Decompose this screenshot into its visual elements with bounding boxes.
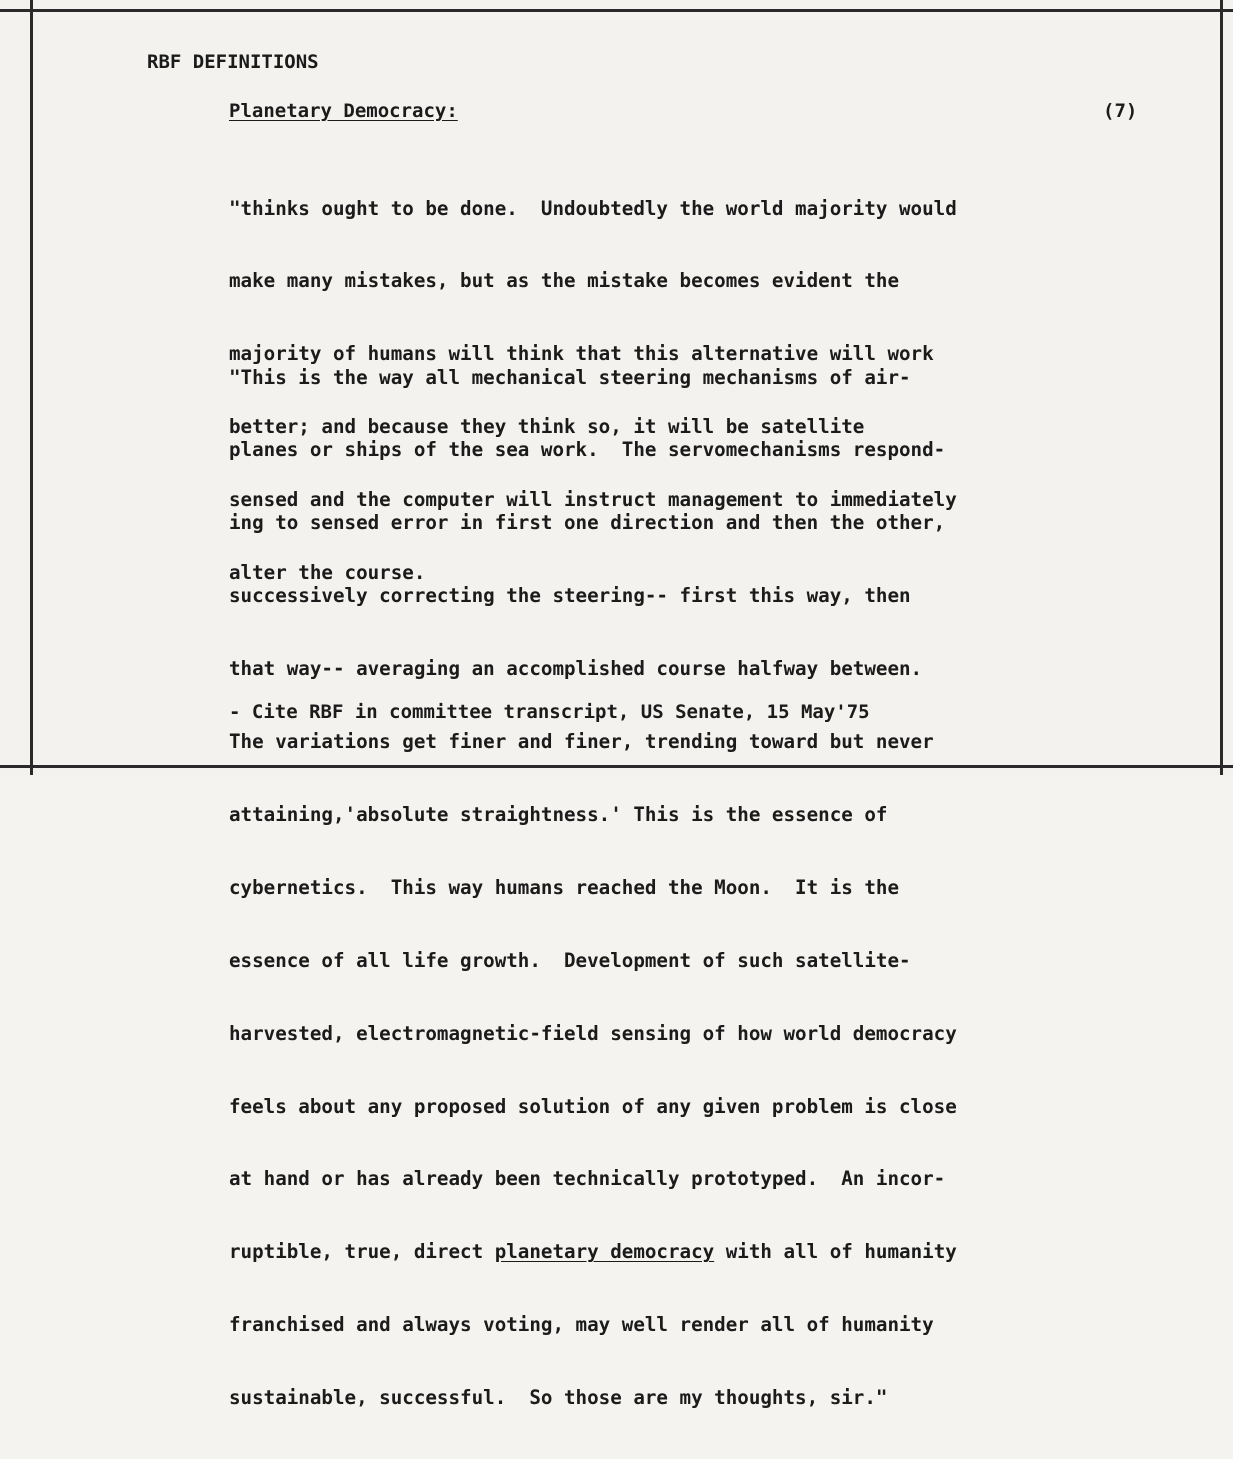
line-text-after: with all of humanity [714,1240,957,1264]
paragraph-line: harvested, electromagnetic-field sensing of how world democracy [229,1021,957,1045]
paragraph-line: at hand or has already been technically prototyped. An incor- [229,1167,946,1191]
paragraph-line: franchised and always voting, may well render all of humanity [229,1313,934,1337]
top-border-rule [0,9,1233,12]
right-border-rule [1220,0,1223,775]
page-number: (7) [1103,100,1138,122]
left-border-rule [30,0,33,775]
paragraph-line: alter the course. [229,561,426,585]
paragraph-line: better; and because they think so, it will be satellite [229,415,865,439]
document-header: RBF DEFINITIONS [147,51,319,73]
paragraph-line: make many mistakes, but as the mistake becomes evident the [229,269,900,293]
paragraph-line: sensed and the computer will instruct management to immediately [229,488,957,512]
paragraph-line: attaining,'absolute straightness.' This is the essence of [229,802,888,826]
paragraph-line: that way-- averaging an accomplished course halfway between. [229,657,923,681]
underlined-phrase: planetary democracy [494,1240,715,1264]
citation: - Cite RBF in committee transcript, US Senate, 15 May'75 [229,701,870,723]
paragraph-line: successively correcting the steering-- first this way, then [229,584,911,608]
paragraph-line: planes or ships of the sea work. The servomechanisms respond- [229,438,946,462]
line-text-before: ruptible, true, direct [229,1240,495,1264]
paragraph-line: feels about any proposed solution of any given problem is close [229,1094,957,1118]
paragraph-line: sustainable, successful. So those are my thoughts, sir." [229,1386,888,1410]
paragraph-line: ing to sensed error in first one direction and then the other, [229,511,946,535]
paragraph-line: "thinks ought to be done. Undoubtedly the world majority would [229,196,957,220]
paragraph-2 [229,317,957,1459]
paragraph-line: majority of humans will think that this alternative will work [229,342,934,366]
paragraph-line: essence of all life growth. Development of such satellite- [229,948,911,972]
paragraph-line: "This is the way all mechanical steering mechanisms of air- [229,365,911,389]
paragraph-line-with-underline [229,1240,957,1264]
paragraph-line: The variations get finer and finer, trending toward but never [229,730,934,754]
section-title: Planetary Democracy: [229,100,458,122]
paragraph-line: cybernetics. This way humans reached the Moon. It is the [229,875,900,899]
